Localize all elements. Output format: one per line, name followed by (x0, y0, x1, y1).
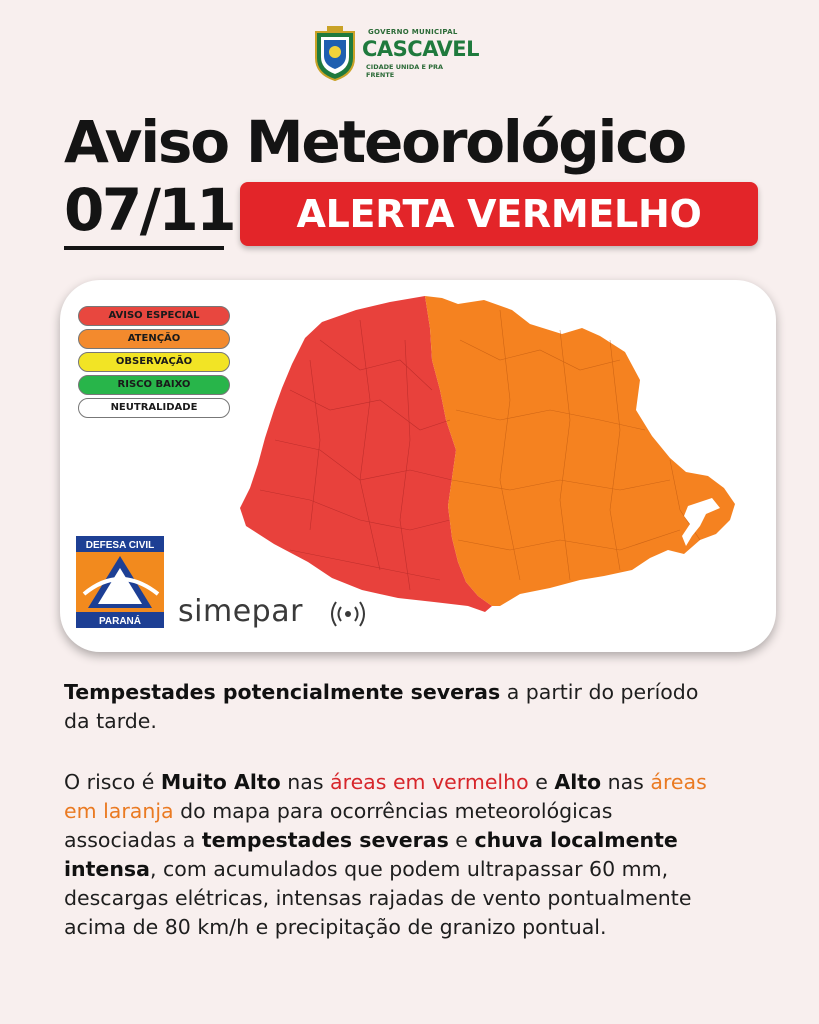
logo-tagline: CIDADE UNIDA E PRA FRENTE (366, 63, 444, 79)
map-card (60, 280, 776, 652)
title-underline (64, 246, 224, 250)
city-crest-icon (312, 24, 358, 82)
alert-date: 07/11 (64, 176, 235, 244)
storm-headline: Tempestades potencialmente severas (64, 680, 501, 704)
body-paragraph-2-line-2 (64, 797, 612, 826)
text-span: a partir do período (500, 680, 699, 704)
body-paragraph-1-line-1 (64, 678, 698, 707)
orange-areas-text: em laranja (64, 799, 174, 823)
text-span: associadas a (64, 828, 202, 852)
legend-item-aten-o: ATENÇÃO (78, 329, 230, 349)
body-paragraph-2-line-3 (64, 826, 678, 855)
text-span: da tarde. (64, 709, 157, 733)
alert-badge (240, 182, 758, 246)
logo-city-name: CASCAVEL (362, 37, 480, 61)
cascavel-logo (312, 24, 480, 84)
text-span: e (528, 770, 555, 794)
logo-subtitle: GOVERNO MUNICIPAL (368, 28, 458, 36)
page-title: Aviso Meteorológico (64, 108, 686, 176)
text-span: descargas elétricas, intensas rajadas de vento pontualmente (64, 886, 692, 910)
text-span: O risco é (64, 770, 161, 794)
body-paragraph-1-line-2 (64, 707, 157, 736)
parana-label: PARANÁ (98, 616, 142, 627)
red-areas-text: áreas em vermelho (330, 770, 529, 794)
body-paragraph-2-line-6 (64, 913, 606, 942)
defesa-civil-label: DEFESA CIVIL (85, 540, 155, 551)
legend-item-neutralidade: NEUTRALIDADE (78, 398, 230, 418)
defesa-civil-logo (74, 534, 166, 630)
orange-areas-text: áreas (650, 770, 707, 794)
body-paragraph-2-line-5 (64, 884, 691, 913)
intense-text: intensa (64, 857, 150, 881)
signal-wave-icon (328, 599, 368, 629)
text-span: nas (601, 770, 651, 794)
simepar-logo-text: simepar (178, 594, 303, 629)
severe-storms-text: tempestades severas (201, 828, 449, 852)
risk-very-high-text: Muito Alto (160, 770, 281, 794)
body-paragraph-2-line-1 (64, 768, 707, 797)
body-paragraph-2-line-4 (64, 855, 668, 884)
text-span: nas (280, 770, 331, 794)
risk-high-text: Alto (554, 770, 602, 794)
parana-map (60, 280, 776, 652)
legend-item-risco-baixo: RISCO BAIXO (78, 375, 230, 395)
legend-item-observa-o: OBSERVAÇÃO (78, 352, 230, 372)
map-region-high-risk (425, 296, 735, 606)
alert-label: ALERTA VERMELHO (296, 192, 702, 236)
local-rain-text: chuva localmente (474, 828, 678, 852)
text-span: , com acumulados que podem ultrapassar 60 mm, (149, 857, 669, 881)
text-span: e (448, 828, 475, 852)
text-span: acima de 80 km/h e precipitação de granizo pontual. (64, 915, 607, 939)
text-span: do mapa para ocorrências meteorológicas (173, 799, 613, 823)
legend-item-aviso-especial: AVISO ESPECIAL (78, 306, 230, 326)
